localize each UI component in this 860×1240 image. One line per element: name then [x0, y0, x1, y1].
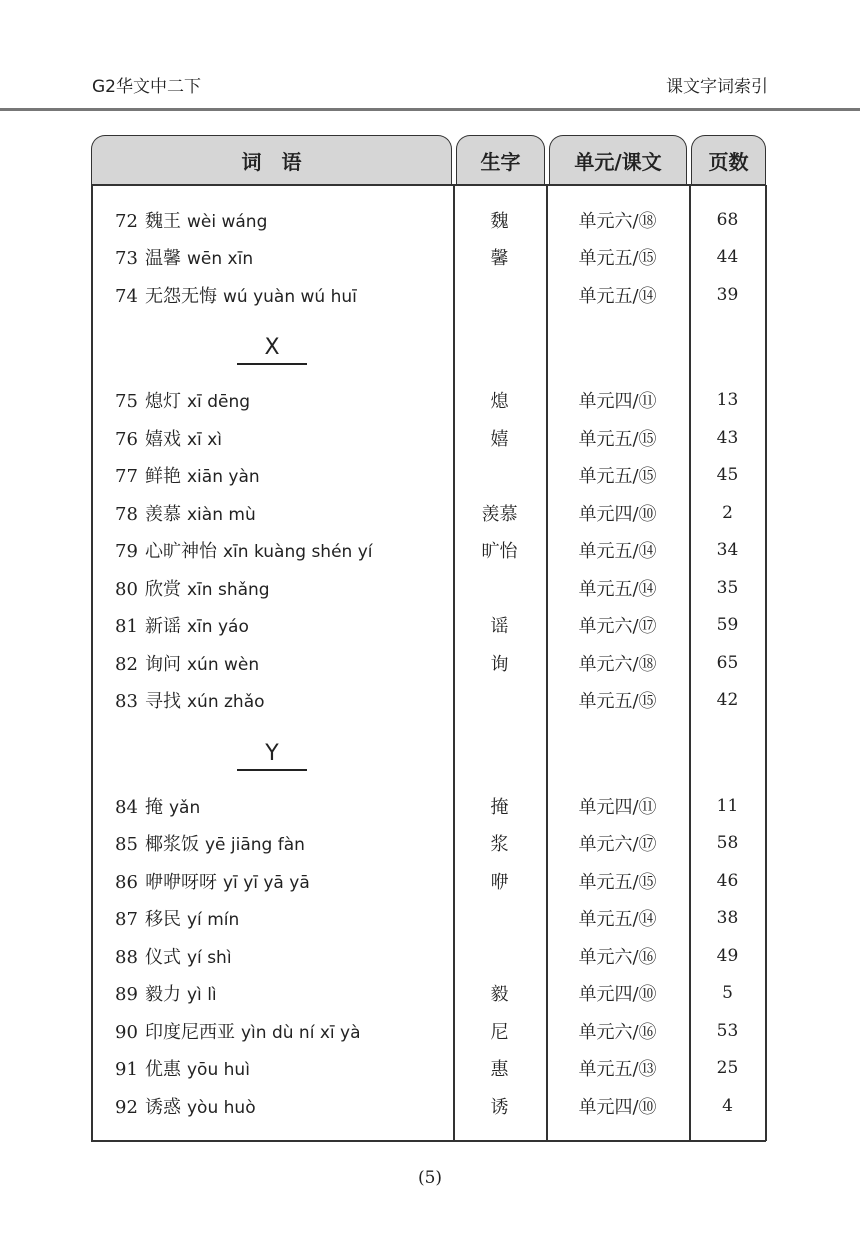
- word-text: 掩: [145, 796, 163, 818]
- section-letter: X: [237, 335, 307, 365]
- unit-lesson-cell: 单元六/⑯: [578, 1021, 657, 1043]
- page-cell: 46: [716, 870, 739, 891]
- page-cell: 43: [716, 427, 739, 448]
- page-cell: 5: [722, 983, 733, 1003]
- table-row: [91, 569, 766, 607]
- unit-lesson-cell: 单元六/⑱: [578, 210, 657, 232]
- word-text: 温馨: [145, 248, 181, 269]
- column-header-page: 页数: [691, 135, 766, 184]
- entry-number: 90: [115, 1021, 138, 1043]
- page-cell: 45: [716, 465, 739, 485]
- pinyin-text: wú yuàn wú huī: [223, 286, 357, 307]
- unit-lesson-cell: 单元四/⑩: [578, 503, 657, 525]
- pinyin-text: yē jiāng fàn: [205, 835, 305, 855]
- new-character-cell: 诱: [490, 1096, 509, 1118]
- unit-lesson-cell: 单元五/⑮: [578, 428, 657, 450]
- word-text: 嬉戏: [145, 428, 181, 450]
- pinyin-text: xiàn mù: [187, 504, 256, 525]
- table-row: [91, 644, 766, 682]
- new-character-cell: 尼: [490, 1021, 509, 1043]
- section-heading: [91, 313, 766, 381]
- page-cell: 39: [716, 284, 739, 305]
- word-cell: [91, 575, 453, 601]
- entry-number: 72: [115, 210, 138, 232]
- entry-number: 88: [115, 946, 138, 968]
- pinyin-text: xīn kuàng shén yí: [223, 542, 373, 562]
- word-text: 询问: [145, 653, 181, 675]
- table-row: [91, 419, 766, 457]
- book-title: G2华文中二下: [92, 77, 201, 97]
- word-text: 寻找: [145, 691, 181, 712]
- pinyin-text: yī yī yā yā: [223, 872, 310, 893]
- table-row: [91, 899, 766, 937]
- unit-lesson-cell: 单元五/⑭: [578, 285, 657, 307]
- new-character-cell: 惠: [490, 1059, 509, 1080]
- word-cell: [91, 500, 453, 526]
- table-row: [91, 1087, 766, 1125]
- unit-lesson-cell: 单元五/⑮: [578, 248, 657, 269]
- new-character-cell: 咿: [490, 871, 509, 893]
- unit-lesson-cell: 单元五/⑭: [578, 909, 657, 930]
- entry-number: 83: [115, 691, 138, 712]
- pinyin-text: xīn shǎng: [187, 579, 270, 600]
- entry-number: 76: [115, 428, 138, 450]
- page-cell: 4: [722, 1095, 733, 1116]
- word-text: 印度尼西亚: [145, 1021, 235, 1043]
- page-cell: 58: [716, 833, 739, 853]
- word-text: 羡慕: [145, 503, 181, 525]
- entry-number: 87: [115, 909, 138, 930]
- column-header-word: 词 语: [91, 135, 452, 184]
- table-row: [91, 606, 766, 644]
- pinyin-text: yí mín: [187, 910, 240, 930]
- entry-number: 73: [115, 248, 138, 269]
- new-character-cell: 旷怡: [481, 541, 518, 562]
- entry-number: 80: [115, 578, 138, 600]
- word-text: 咿咿呀呀: [145, 871, 217, 893]
- word-text: 诱惑: [145, 1096, 181, 1118]
- table-border-bottom: [91, 1140, 766, 1142]
- column-header-unit: 单元/课文: [549, 135, 687, 184]
- page-number: (5): [417, 1168, 443, 1188]
- word-text: 鲜艳: [145, 466, 181, 487]
- word-cell: [91, 425, 453, 451]
- page-cell: 68: [716, 209, 739, 230]
- table-row: [91, 974, 766, 1012]
- pinyin-text: xiān yàn: [187, 467, 260, 487]
- unit-lesson-cell: 单元五/⑭: [578, 578, 657, 600]
- unit-lesson-cell: 单元六/⑱: [578, 653, 657, 675]
- page-cell: 35: [716, 577, 739, 598]
- new-character-cell: 熄: [490, 391, 509, 412]
- page-cell: 65: [716, 652, 739, 673]
- word-cell: [91, 980, 453, 1006]
- page-cell: 38: [716, 908, 739, 928]
- word-cell: [91, 612, 453, 638]
- unit-lesson-cell: 单元五/⑮: [578, 691, 657, 712]
- unit-lesson-cell: 单元四/⑩: [578, 1096, 657, 1118]
- page-cell: 42: [716, 690, 739, 710]
- entry-number: 85: [115, 834, 138, 855]
- word-text: 移民: [145, 909, 181, 930]
- unit-lesson-cell: 单元六/⑰: [578, 834, 657, 855]
- unit-lesson-cell: 单元四/⑪: [578, 391, 657, 412]
- new-character-cell: 谣: [490, 616, 509, 637]
- column-header-character: 生字: [456, 135, 545, 184]
- index-table-body: [91, 185, 766, 1124]
- entry-number: 74: [115, 285, 138, 307]
- unit-lesson-cell: 单元六/⑯: [578, 946, 657, 968]
- entry-number: 89: [115, 984, 138, 1005]
- pinyin-text: yì lì: [187, 985, 217, 1005]
- table-row: [91, 201, 766, 239]
- pinyin-text: yòu huò: [187, 1097, 256, 1118]
- table-row: [91, 787, 766, 825]
- table-row: [91, 531, 766, 569]
- word-cell: [91, 793, 453, 819]
- word-text: 魏王: [145, 210, 181, 232]
- new-character-cell: 魏: [490, 210, 509, 232]
- pinyin-text: xún wèn: [187, 654, 260, 675]
- page-cell: 49: [716, 945, 739, 966]
- new-character-cell: 掩: [490, 796, 509, 818]
- word-cell: [91, 830, 453, 856]
- header-divider: [0, 108, 860, 111]
- pinyin-text: yōu huì: [187, 1060, 250, 1080]
- word-cell: [91, 244, 453, 270]
- table-row: [91, 1049, 766, 1087]
- unit-lesson-cell: 单元四/⑩: [578, 984, 657, 1005]
- pinyin-text: wēn xīn: [187, 249, 254, 269]
- word-cell: [91, 1018, 453, 1044]
- table-row: [91, 494, 766, 532]
- pinyin-text: yìn dù ní xī yà: [241, 1022, 361, 1043]
- entry-number: 79: [115, 541, 138, 562]
- table-row: [91, 238, 766, 276]
- page-cell: 2: [722, 502, 733, 523]
- unit-lesson-cell: 单元四/⑪: [578, 796, 657, 818]
- pinyin-text: xún zhǎo: [187, 692, 265, 712]
- section-letter: Y: [237, 741, 307, 771]
- table-row: [91, 276, 766, 314]
- pinyin-text: xī dēng: [187, 392, 251, 412]
- pinyin-text: yǎn: [169, 797, 201, 818]
- table-row: [91, 381, 766, 419]
- word-text: 无怨无悔: [145, 285, 217, 307]
- page-cell: 59: [716, 615, 739, 635]
- word-cell: [91, 687, 453, 713]
- word-cell: [91, 905, 453, 931]
- entry-number: 92: [115, 1096, 138, 1118]
- word-cell: [91, 462, 453, 488]
- table-row: [91, 937, 766, 975]
- new-character-cell: 馨: [490, 248, 509, 269]
- table-row: [91, 1012, 766, 1050]
- unit-lesson-cell: 单元五/⑮: [578, 466, 657, 487]
- word-cell: [91, 1055, 453, 1081]
- section-heading: [91, 719, 766, 787]
- pinyin-text: wèi wáng: [187, 211, 268, 232]
- page-cell: 13: [716, 390, 739, 410]
- word-cell: [91, 868, 453, 894]
- word-text: 椰浆饭: [145, 834, 199, 855]
- word-cell: [91, 282, 453, 308]
- entry-number: 78: [115, 503, 138, 525]
- pinyin-text: xīn yáo: [187, 617, 249, 637]
- word-text: 心旷神怡: [145, 541, 217, 562]
- entry-number: 91: [115, 1059, 138, 1080]
- new-character-cell: 浆: [490, 834, 509, 855]
- unit-lesson-cell: 单元五/⑬: [578, 1059, 657, 1080]
- word-text: 欣赏: [145, 578, 181, 600]
- page-cell: 11: [716, 795, 739, 816]
- entry-number: 77: [115, 466, 138, 487]
- word-text: 仪式: [145, 946, 181, 968]
- table-row: [91, 824, 766, 862]
- word-text: 新谣: [145, 616, 181, 637]
- word-cell: [91, 207, 453, 233]
- entry-number: 82: [115, 653, 138, 675]
- word-cell: [91, 387, 453, 413]
- word-text: 毅力: [145, 984, 181, 1005]
- word-text: 优惠: [145, 1059, 181, 1080]
- new-character-cell: 羡慕: [481, 503, 518, 525]
- page-cell: 34: [716, 540, 739, 560]
- new-character-cell: 毅: [490, 984, 509, 1005]
- page-cell: 53: [716, 1020, 739, 1041]
- table-row: [91, 862, 766, 900]
- word-text: 熄灯: [145, 391, 181, 412]
- entry-number: 84: [115, 796, 138, 818]
- entry-number: 75: [115, 391, 138, 412]
- word-cell: [91, 943, 453, 969]
- unit-lesson-cell: 单元五/⑭: [578, 541, 657, 562]
- unit-lesson-cell: 单元六/⑰: [578, 616, 657, 637]
- word-cell: [91, 650, 453, 676]
- new-character-cell: 嬉: [490, 428, 509, 450]
- new-character-cell: 询: [490, 653, 509, 675]
- word-cell: [91, 1093, 453, 1119]
- pinyin-text: yí shì: [187, 947, 232, 968]
- unit-lesson-cell: 单元五/⑮: [578, 871, 657, 893]
- table-row: [91, 681, 766, 719]
- table-row: [91, 456, 766, 494]
- entry-number: 86: [115, 871, 138, 893]
- page-cell: 44: [716, 247, 739, 267]
- section-title: 课文字词索引: [666, 77, 768, 97]
- entry-number: 81: [115, 616, 138, 637]
- page-cell: 25: [716, 1058, 739, 1078]
- pinyin-text: xī xì: [187, 429, 222, 450]
- word-cell: [91, 537, 453, 563]
